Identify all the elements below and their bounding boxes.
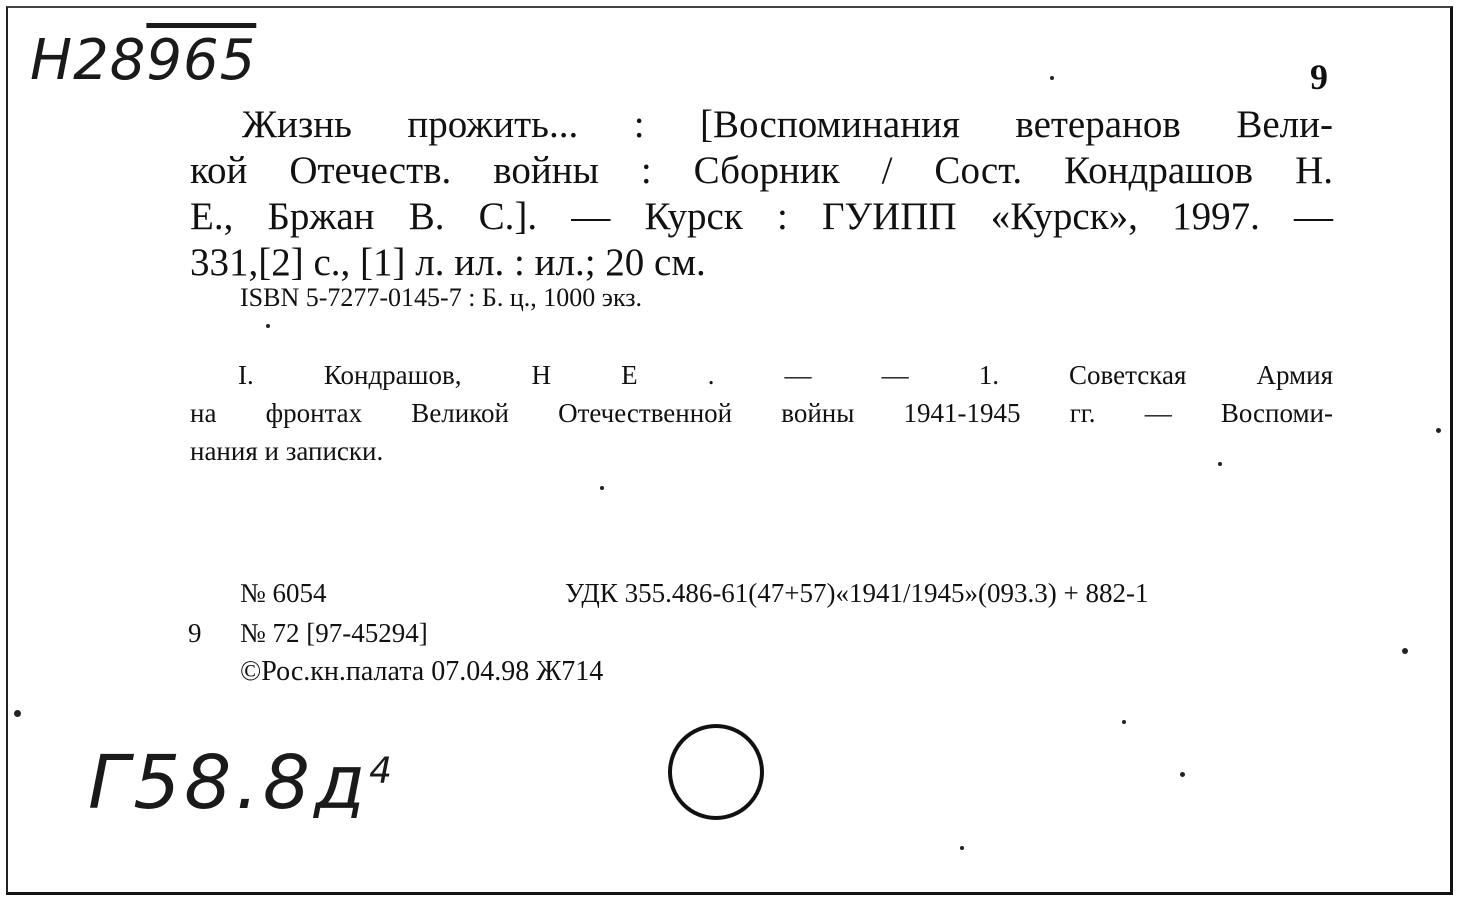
scan-speck	[14, 710, 21, 717]
scan-speck	[1436, 428, 1441, 433]
registration-number: № 6054	[240, 578, 327, 608]
punch-hole	[668, 724, 764, 820]
scan-speck	[1402, 648, 1408, 654]
shelf-mark-prefix: Н28	[30, 28, 147, 93]
subject-line: на фронтах Великой Отечественной войны 1941-1945 гг. — Воспоми-	[190, 398, 1333, 428]
copyright-line: ©Рос.кн.палата 07.04.98 Ж714	[240, 656, 604, 687]
main-entry-line: Жизнь прожить... : [Воспоминания ветеранов Вели-	[242, 103, 1333, 146]
registration-prefix: 9	[188, 618, 202, 648]
shelf-mark	[30, 28, 256, 93]
scan-speck	[600, 486, 604, 490]
handwritten-code: Г58.8д	[88, 740, 370, 826]
subject-line: I. Кондрашов, Н Е . — — 1. Советская Армия	[238, 360, 1333, 390]
shelf-mark-number: 965	[146, 28, 257, 93]
scan-speck	[1050, 76, 1054, 80]
main-entry-line: 331,[2] с., [1] л. ил. : ил.; 20 см.	[190, 241, 706, 284]
main-entry	[190, 102, 1333, 286]
scan-speck	[1218, 462, 1222, 466]
scan-speck	[266, 324, 270, 328]
scan-speck	[1180, 772, 1185, 777]
scan-speck	[960, 846, 964, 850]
handwritten-superscript: 4	[369, 750, 397, 792]
main-entry-line: кой Отечеств. войны : Сборник / Сост. Кондрашов Н.	[190, 149, 1333, 192]
subject-headings	[190, 356, 1333, 470]
scan-speck	[1122, 720, 1126, 724]
udk-code: УДК 355.486-61(47+57)«1941/1945»(093.3) + 882-1	[565, 578, 1149, 608]
page-number: 9	[1310, 57, 1328, 97]
isbn-line: ISBN 5-7277-0145-7 : Б. ц., 1000 экз.	[240, 283, 642, 312]
subject-line: нания и записки.	[190, 436, 384, 466]
handwritten-note	[88, 740, 396, 826]
registration-number-2: № 72 [97-45294]	[240, 618, 428, 648]
main-entry-line: Е., Бржан В. С.]. — Курск : ГУИПП «Курск», 1997. —	[190, 195, 1333, 238]
